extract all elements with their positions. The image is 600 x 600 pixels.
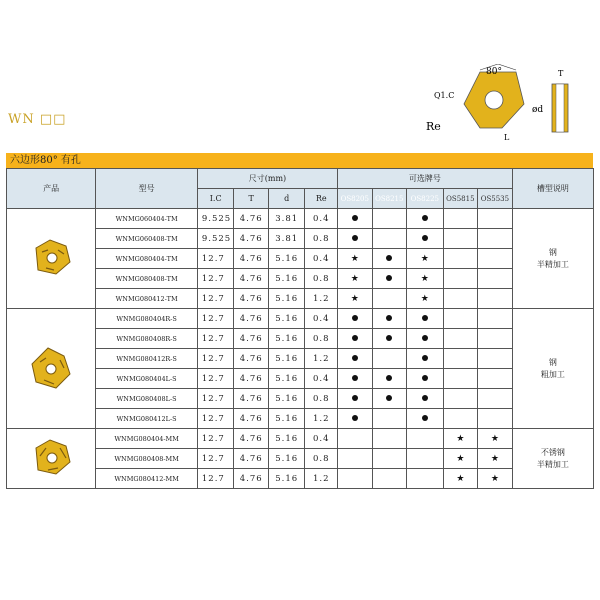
dot-icon [352, 415, 358, 421]
header-grade-os8215: OS8215 [372, 189, 407, 209]
star-icon: ★ [456, 453, 465, 464]
grade-cell-os8225 [407, 429, 444, 449]
dot-icon [386, 255, 392, 261]
re-value: 0.8 [305, 329, 338, 349]
dot-icon [422, 335, 428, 341]
star-icon: ★ [350, 253, 359, 264]
d-value: 3.81 [268, 209, 305, 229]
re-value: 0.4 [305, 429, 338, 449]
grade-cell-os8225 [407, 249, 444, 269]
star-icon: ★ [456, 433, 465, 444]
grade-cell-os5815 [443, 429, 478, 449]
dot-icon [352, 395, 358, 401]
spec-table [6, 168, 594, 489]
grade-cell-os5815 [443, 389, 478, 409]
grade-cell-os8215 [372, 369, 407, 389]
star-icon: ★ [420, 273, 429, 284]
star-icon: ★ [490, 453, 499, 464]
d-value: 5.16 [268, 469, 305, 489]
grade-cell-os5535 [478, 249, 513, 269]
grade-cell-os8215 [372, 229, 407, 249]
ic-value: 12.7 [197, 289, 234, 309]
groove-note [512, 429, 593, 489]
table-row [7, 209, 594, 229]
grade-cell-os8215 [372, 469, 407, 489]
note-line1: 不锈钢 [540, 447, 565, 457]
model: WNMG080408-TM [96, 269, 198, 289]
star-icon: ★ [350, 293, 359, 304]
re-value: 1.2 [305, 349, 338, 369]
note-line2: 粗加工 [540, 369, 565, 379]
dot-icon [386, 375, 392, 381]
groove-note [512, 209, 593, 309]
model: WNMG080404L-S [96, 369, 198, 389]
d-value: 5.16 [268, 349, 305, 369]
grade-cell-os5535 [478, 229, 513, 249]
table-row [7, 309, 594, 329]
d-label: ød [532, 105, 544, 115]
grade-cell-os5815 [443, 349, 478, 369]
grade-cell-os8215 [372, 269, 407, 289]
ic-value: 12.7 [197, 369, 234, 389]
d-value: 5.16 [268, 309, 305, 329]
grade-cell-os8215 [372, 449, 407, 469]
grade-cell-os5535 [478, 389, 513, 409]
re-value: 0.4 [305, 209, 338, 229]
re-value: 0.4 [305, 249, 338, 269]
dot-icon [352, 315, 358, 321]
product-image [7, 429, 96, 489]
grade-cell-os8225 [407, 209, 444, 229]
grade-cell-os5535 [478, 349, 513, 369]
grade-cell-os5815 [443, 209, 478, 229]
t-value: 4.76 [234, 469, 269, 489]
ic-value: 12.7 [197, 449, 234, 469]
header-model: 型号 [96, 169, 198, 209]
grade-cell-os8205 [338, 329, 373, 349]
header-notes: 槽型说明 [512, 169, 593, 209]
insert-side-view-icon [552, 84, 568, 132]
d-value: 5.16 [268, 409, 305, 429]
dot-icon [352, 375, 358, 381]
grade-cell-os8225 [407, 389, 444, 409]
t-value: 4.76 [234, 389, 269, 409]
hexagon-insert-s-icon [28, 383, 74, 392]
grade-cell-os5815 [443, 469, 478, 489]
d-value: 5.16 [268, 429, 305, 449]
re-value: 0.4 [305, 309, 338, 329]
ic-value: 12.7 [197, 429, 234, 449]
product-image [7, 209, 96, 309]
grade-cell-os8205 [338, 249, 373, 269]
model: WNMG060404-TM [96, 209, 198, 229]
model: WNMG080404-MM [96, 429, 198, 449]
t-label: T [558, 69, 564, 78]
note-line2: 半精加工 [536, 459, 569, 469]
grade-cell-os5815 [443, 409, 478, 429]
grade-cell-os5535 [478, 309, 513, 329]
dot-icon [422, 375, 428, 381]
dot-icon [386, 315, 392, 321]
l-label: L [504, 133, 510, 142]
d-value: 5.16 [268, 449, 305, 469]
angle-label: 80° [486, 67, 502, 77]
spec-table-body [7, 209, 594, 489]
model: WNMG080408L-S [96, 389, 198, 409]
t-value: 4.76 [234, 229, 269, 249]
dot-icon [422, 395, 428, 401]
series-title: WN □□ [8, 112, 67, 127]
grade-cell-os8215 [372, 429, 407, 449]
star-icon: ★ [490, 473, 499, 484]
grade-cell-os8225 [407, 329, 444, 349]
dot-icon [422, 415, 428, 421]
header-grade-os5535: OS5535 [478, 189, 513, 209]
re-value: 1.2 [305, 409, 338, 429]
t-value: 4.76 [234, 429, 269, 449]
header-grade-os5815: OS5815 [443, 189, 478, 209]
header-ic: I.C [197, 189, 234, 209]
re-value: 0.8 [305, 449, 338, 469]
grade-cell-os8215 [372, 329, 407, 349]
ic-value: 9.525 [197, 209, 234, 229]
re-value: 0.8 [305, 229, 338, 249]
model: WNMG060408-TM [96, 229, 198, 249]
grade-cell-os5535 [478, 449, 513, 469]
grade-cell-os8215 [372, 249, 407, 269]
grade-cell-os8225 [407, 349, 444, 369]
dot-icon [422, 355, 428, 361]
grade-cell-os8215 [372, 389, 407, 409]
dot-icon [422, 315, 428, 321]
note-line2: 半精加工 [536, 259, 569, 269]
ic-value: 12.7 [197, 269, 234, 289]
grade-cell-os8205 [338, 309, 373, 329]
model: WNMG080412-MM [96, 469, 198, 489]
grade-cell-os8225 [407, 309, 444, 329]
re-value: 1.2 [305, 469, 338, 489]
re-value: 1.2 [305, 289, 338, 309]
grade-cell-os8215 [372, 289, 407, 309]
d-value: 5.16 [268, 269, 305, 289]
grade-cell-os5535 [478, 409, 513, 429]
ic-value: 12.7 [197, 469, 234, 489]
hexagon-insert-tm-icon [28, 271, 74, 280]
star-icon: ★ [420, 253, 429, 264]
model: WNMG080412L-S [96, 409, 198, 429]
dot-icon [386, 275, 392, 281]
header-re: Re [305, 189, 338, 209]
ic-value: 9.525 [197, 229, 234, 249]
grade-cell-os5815 [443, 369, 478, 389]
grade-cell-os8225 [407, 409, 444, 429]
model: WNMG080412-TM [96, 289, 198, 309]
header-grade-os8205: OS8205 [338, 189, 373, 209]
model: WNMG080408-MM [96, 449, 198, 469]
t-value: 4.76 [234, 309, 269, 329]
q-label: Q1.C [434, 91, 455, 100]
header-d: d [268, 189, 305, 209]
grade-cell-os5815 [443, 229, 478, 249]
header-t: T [234, 189, 269, 209]
grade-cell-os5815 [443, 269, 478, 289]
ic-value: 12.7 [197, 249, 234, 269]
grade-cell-os8205 [338, 269, 373, 289]
model: WNMG080408R-S [96, 329, 198, 349]
note-line1: 钢 [548, 357, 557, 367]
grade-cell-os8215 [372, 349, 407, 369]
grade-cell-os5815 [443, 449, 478, 469]
re-label: Re [426, 120, 441, 133]
d-value: 5.16 [268, 369, 305, 389]
dot-icon [422, 215, 428, 221]
dot-icon [386, 335, 392, 341]
grade-cell-os8205 [338, 389, 373, 409]
header-product: 产品 [7, 169, 96, 209]
t-value: 4.76 [234, 209, 269, 229]
grade-cell-os8225 [407, 469, 444, 489]
dot-icon [352, 335, 358, 341]
hexagon-insert-mm-icon [28, 471, 74, 480]
t-value: 4.76 [234, 349, 269, 369]
grade-cell-os5535 [478, 269, 513, 289]
insert-dimension-diagram [420, 64, 590, 144]
ic-value: 12.7 [197, 309, 234, 329]
t-value: 4.76 [234, 449, 269, 469]
ic-value: 12.7 [197, 329, 234, 349]
header-grades: 可选牌号 [338, 169, 513, 189]
grade-cell-os8205 [338, 409, 373, 429]
dot-icon [352, 215, 358, 221]
grade-cell-os8205 [338, 289, 373, 309]
dot-icon [352, 235, 358, 241]
t-value: 4.76 [234, 409, 269, 429]
grade-cell-os8225 [407, 369, 444, 389]
grade-cell-os5815 [443, 249, 478, 269]
grade-cell-os5535 [478, 429, 513, 449]
grade-cell-os8225 [407, 229, 444, 249]
d-value: 3.81 [268, 229, 305, 249]
grade-cell-os8205 [338, 229, 373, 249]
model: WNMG080404R-S [96, 309, 198, 329]
t-value: 4.76 [234, 269, 269, 289]
star-icon: ★ [420, 293, 429, 304]
grade-cell-os5815 [443, 309, 478, 329]
model: WNMG080412R-S [96, 349, 198, 369]
t-value: 4.76 [234, 369, 269, 389]
grade-cell-os8215 [372, 209, 407, 229]
note-line1: 钢 [548, 247, 557, 257]
model: WNMG080404-TM [96, 249, 198, 269]
ic-value: 12.7 [197, 389, 234, 409]
grade-cell-os8215 [372, 409, 407, 429]
dot-icon [422, 235, 428, 241]
star-icon: ★ [456, 473, 465, 484]
dot-icon [352, 355, 358, 361]
grade-cell-os8205 [338, 469, 373, 489]
grade-cell-os5535 [478, 329, 513, 349]
product-image [7, 309, 96, 429]
grade-cell-os5815 [443, 329, 478, 349]
grade-cell-os8225 [407, 289, 444, 309]
header-grade-os8225: OS8225 [407, 189, 444, 209]
dot-icon [386, 395, 392, 401]
d-value: 5.16 [268, 329, 305, 349]
re-value: 0.4 [305, 369, 338, 389]
grade-cell-os5815 [443, 289, 478, 309]
d-value: 5.16 [268, 249, 305, 269]
table-row [7, 429, 594, 449]
grade-cell-os8205 [338, 369, 373, 389]
grade-cell-os5535 [478, 469, 513, 489]
re-value: 0.8 [305, 269, 338, 289]
d-value: 5.16 [268, 289, 305, 309]
ic-value: 12.7 [197, 349, 234, 369]
star-icon: ★ [350, 273, 359, 284]
grade-cell-os8225 [407, 269, 444, 289]
grade-cell-os8215 [372, 309, 407, 329]
category-banner: 六边形80° 有孔 [6, 153, 593, 168]
grade-cell-os5535 [478, 209, 513, 229]
grade-cell-os8205 [338, 209, 373, 229]
ic-value: 12.7 [197, 409, 234, 429]
groove-note [512, 309, 593, 429]
grade-cell-os5535 [478, 289, 513, 309]
star-icon: ★ [490, 433, 499, 444]
grade-cell-os5535 [478, 369, 513, 389]
t-value: 4.76 [234, 329, 269, 349]
re-value: 0.8 [305, 389, 338, 409]
t-value: 4.76 [234, 289, 269, 309]
grade-cell-os8205 [338, 429, 373, 449]
d-value: 5.16 [268, 389, 305, 409]
grade-cell-os8205 [338, 349, 373, 369]
header-dimensions: 尺寸(mm) [197, 169, 337, 189]
grade-cell-os8205 [338, 449, 373, 469]
grade-cell-os8225 [407, 449, 444, 469]
t-value: 4.76 [234, 249, 269, 269]
